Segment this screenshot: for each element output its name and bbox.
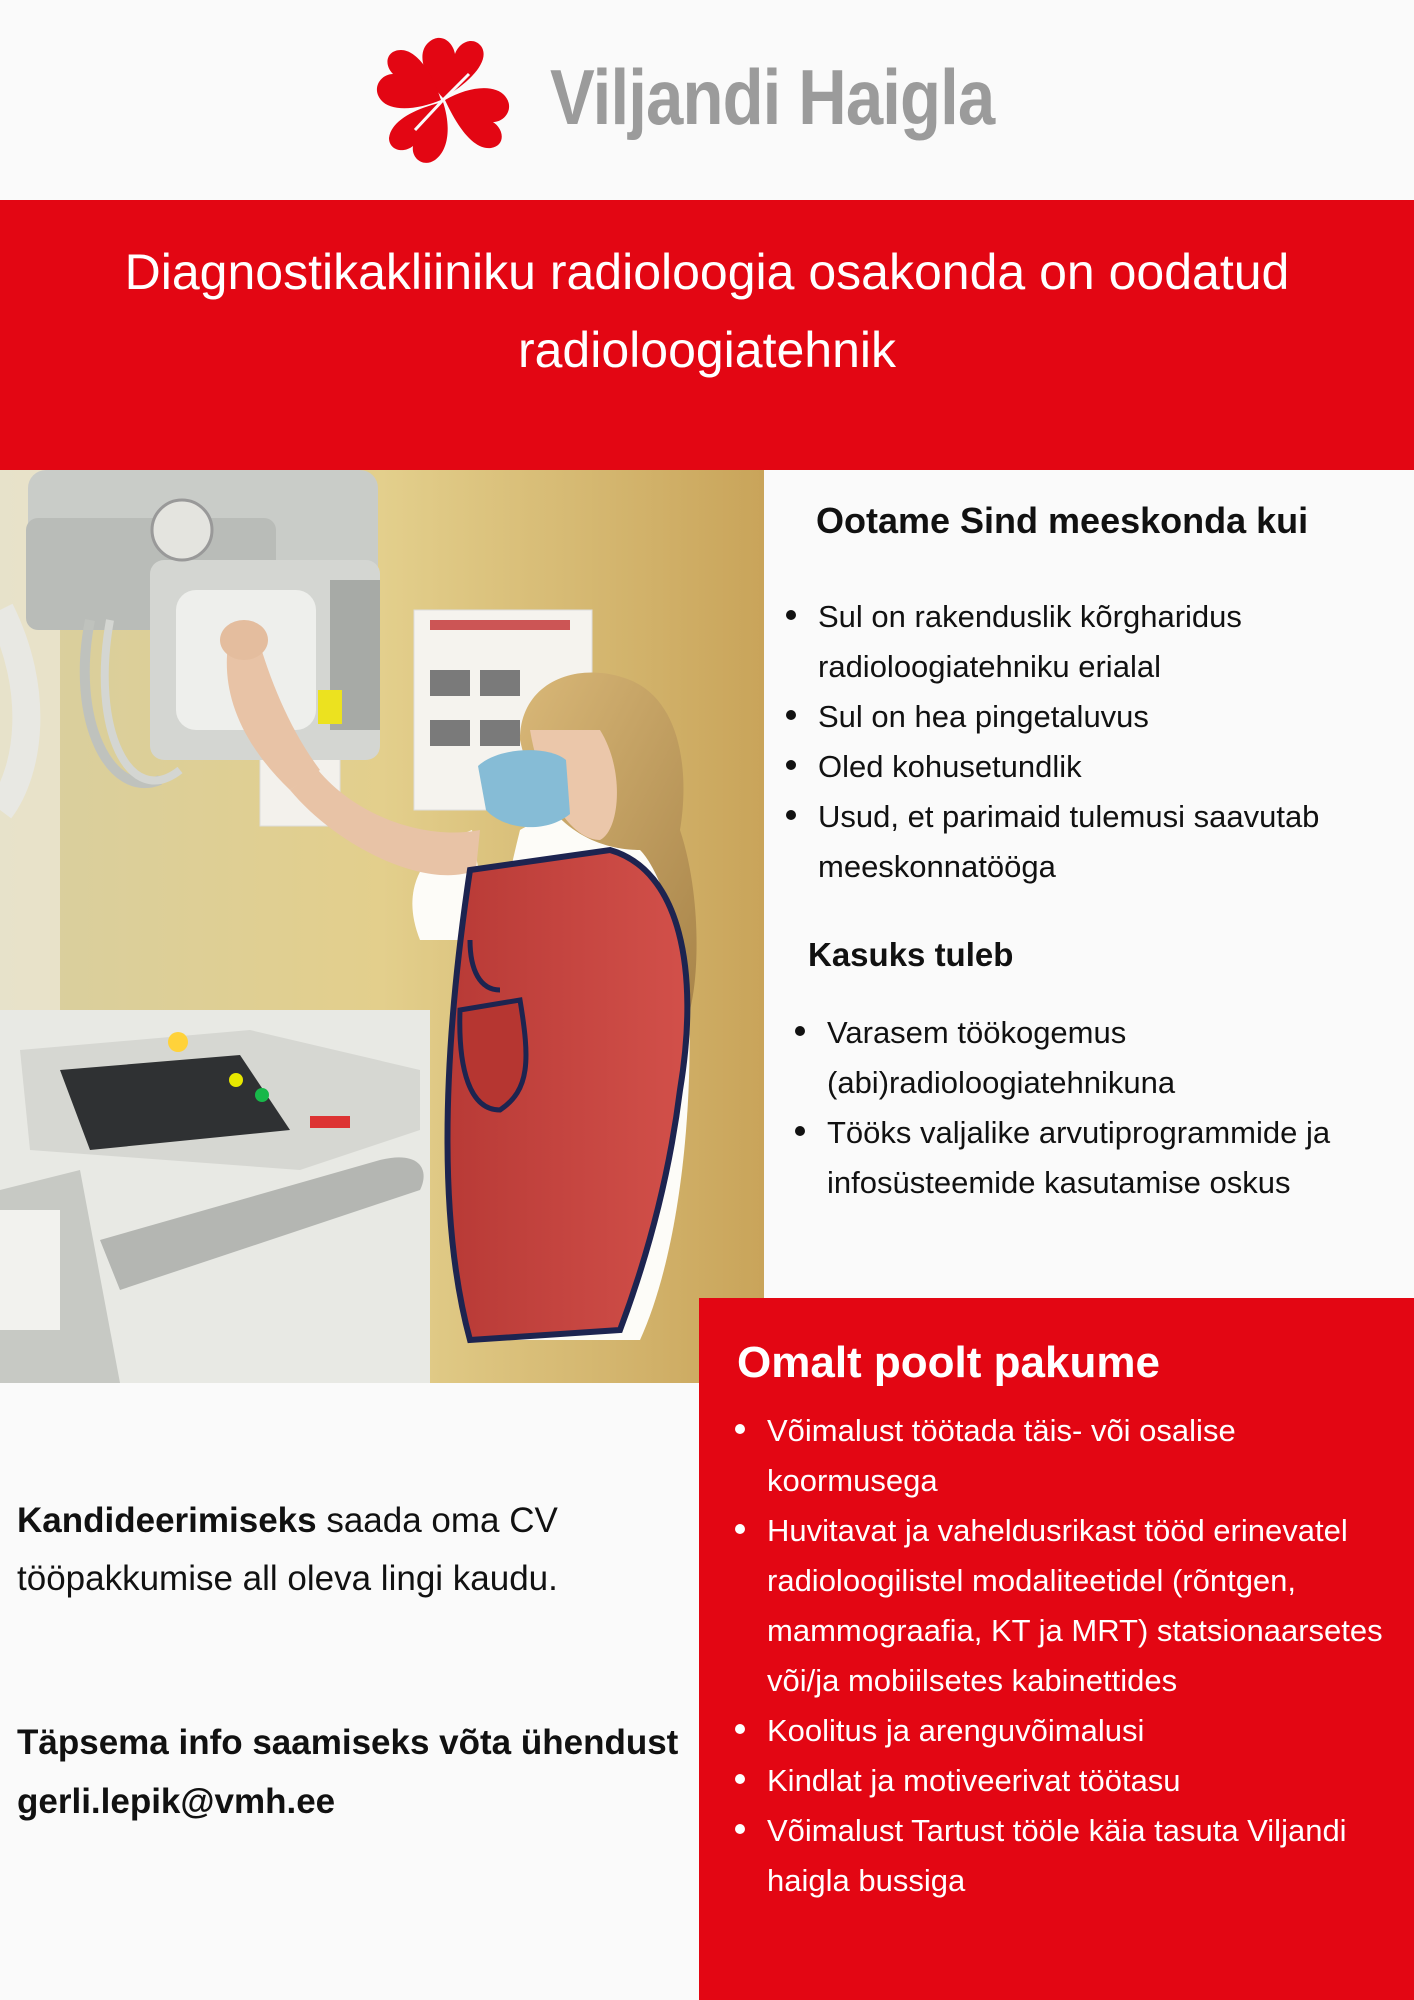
- list-item: Huvitavat ja vaheldusrikast tööd erinevatel radioloogilistel modaliteetidel (rõntgen, mammograafia, KT ja MRT) statsionaarsetes või/ja mobiilsetes kabinettides: [767, 1506, 1387, 1706]
- title-banner: [0, 200, 1414, 470]
- list-item: Kindlat ja motiveerivat töötasu: [767, 1756, 1387, 1806]
- list-item: Võimalust Tartust tööle käia tasuta Viljandi haigla bussiga: [767, 1806, 1387, 1906]
- list-item: Sul on rakenduslik kõrgharidus radioloogiatehniku erialal: [818, 592, 1388, 692]
- radiographer-photo: [0, 470, 764, 1383]
- list-item: Koolitus ja arenguvõimalusi: [767, 1706, 1387, 1756]
- apply-lead: Kandideerimiseks: [17, 1501, 317, 1540]
- list-item: Sul on hea pingetaluvus: [818, 692, 1388, 742]
- apply-text: saada oma CV tööpakkumise all oleva lingi kaudu.: [17, 1501, 558, 1598]
- apply-instructions: [17, 1492, 697, 1608]
- requirements-list: [818, 592, 1388, 892]
- advantages-list: [827, 1008, 1397, 1208]
- advantages-heading: Kasuks tuleb: [808, 936, 1014, 973]
- list-item: Varasem töökogemus (abi)radioloogiatehnikuna: [827, 1008, 1397, 1108]
- brand-name: Viljandi Haigla: [550, 53, 995, 141]
- viljandi-haigla-logo-icon: [355, 34, 535, 166]
- requirements-section: [764, 470, 1414, 1298]
- offer-heading: Omalt poolt pakume: [737, 1338, 1160, 1387]
- contact-info: [17, 1713, 707, 1831]
- list-item: Oled kohusetundlik: [818, 742, 1388, 792]
- offer-section: [699, 1298, 1414, 2000]
- list-item: Usud, et parimaid tulemusi saavutab meeskonnatööga: [818, 792, 1388, 892]
- list-item: Võimalust töötada täis- või osalise koormusega: [767, 1406, 1387, 1506]
- list-item: Tööks valjalike arvutiprogrammide ja infosüsteemide kasutamise oskus: [827, 1108, 1397, 1208]
- contact-email[interactable]: gerli.lepik@vmh.ee: [17, 1782, 336, 1821]
- offer-list: [767, 1406, 1387, 1906]
- contact-text: Täpsema info saamiseks võta ühendust: [17, 1723, 679, 1762]
- requirements-heading: Ootame Sind meeskonda kui: [816, 500, 1309, 541]
- job-title: Diagnostikakliiniku radioloogia osakonda on oodatud radioloogiatehnik: [124, 244, 1290, 378]
